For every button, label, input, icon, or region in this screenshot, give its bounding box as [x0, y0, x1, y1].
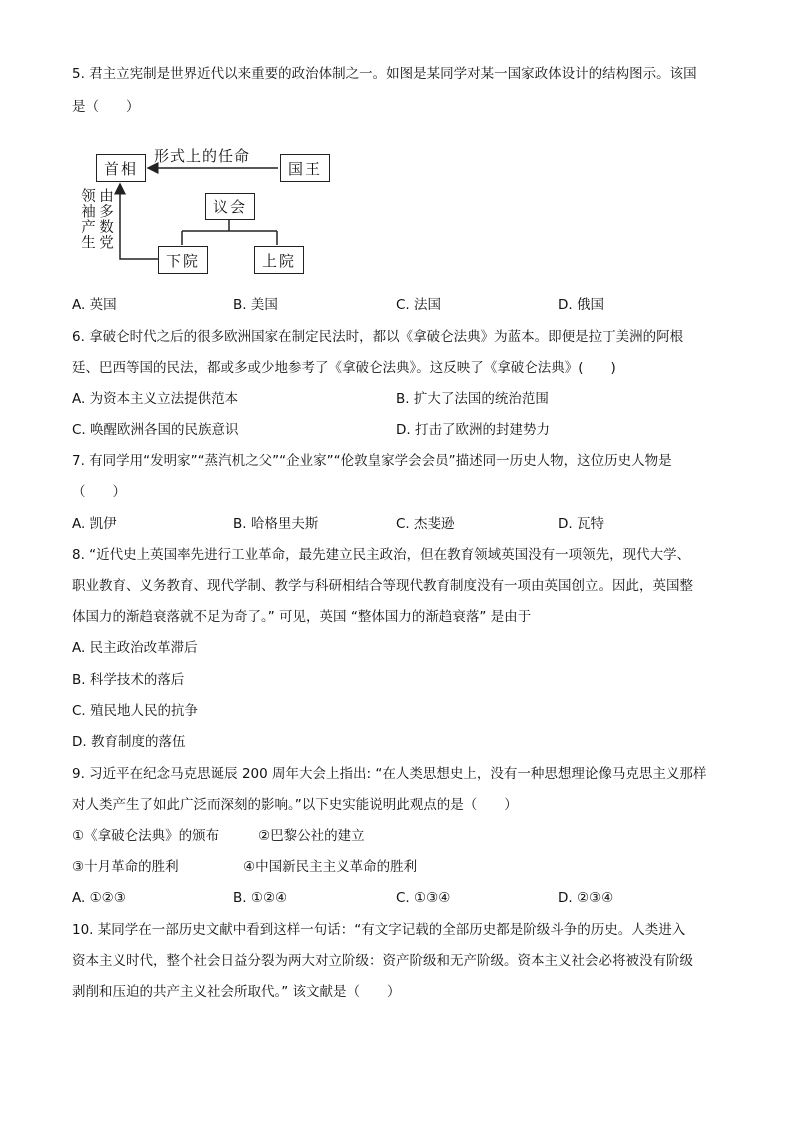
q7-option-b: B. 哈格里夫斯	[233, 516, 319, 532]
q8-option-b: B. 科学技术的落后	[72, 672, 185, 688]
q7-stem-line1: 7. 有同学用“发明家”“蒸汽机之父”“企业家”“伦敦皇家学会会员”描述同一历史人物，这位历史人物是	[72, 453, 672, 469]
q9-option-d: D. ②③④	[558, 890, 614, 906]
q6-option-d: D. 打击了欧洲的封建势力	[396, 422, 550, 438]
q10-stem-line2: 资本主义时代，整个社会日益分裂为两大对立阶级：资产阶级和无产阶级。资本主义社会必将被没有阶级	[72, 953, 693, 969]
vertical-text-col2: 领袖产生	[79, 188, 95, 250]
q5-option-c: C. 法国	[396, 297, 442, 313]
q7-option-a: A. 凯伊	[72, 516, 117, 532]
q9-option-a: A. ①②③	[72, 890, 126, 906]
lower-house-box: 下院	[158, 246, 208, 274]
q7-option-d: D. 瓦特	[558, 516, 604, 532]
q5-option-a: A. 英国	[72, 297, 117, 313]
parliament-box: 议会	[205, 193, 255, 220]
q5-option-b: B. 美国	[233, 297, 278, 313]
q5-stem-line1: 5. 君主立宪制是世界近代以来重要的政治体制之一。如图是某同学对某一国家政体设计的结构图示。该国	[72, 66, 697, 82]
q7-stem-line2: （ ）	[72, 484, 126, 500]
q9-option-b: B. ①②④	[233, 890, 288, 906]
q5-option-d: D. 俄国	[558, 297, 604, 313]
q9-item-4: ④中国新民主主义革命的胜利	[243, 859, 418, 875]
q5-stem-line2: 是（ ）	[72, 99, 140, 115]
q7-option-c: C. 杰斐逊	[396, 516, 455, 532]
q9-stem-line2: 对人类产生了如此广泛而深刻的影响。”以下史实能说明此观点的是（ ）	[72, 797, 518, 813]
q10-stem-line1: 10. 某同学在一部历史文献中看到这样一句话：“有文字记载的全部历史都是阶级斗争的历史。人类进入	[72, 922, 686, 938]
upper-house-box: 上院	[254, 246, 304, 274]
q8-option-d: D. 教育制度的落伍	[72, 734, 186, 750]
q9-item-1: ①《拿破仑法典》的颁布	[72, 828, 220, 844]
q5-structure-diagram	[74, 142, 334, 274]
q8-stem-line2: 职业教育、义务教育、现代学制、教学与科研相结合等现代教育制度没有一项由英国创立。因此，英国整	[72, 578, 693, 594]
q9-item-3: ③十月革命的胜利	[72, 859, 179, 875]
q9-stem-line1: 9. 习近平在纪念马克思诞辰 200 周年大会上指出: “在人类思想史上，没有一种思想理论像马克思主义那样	[72, 766, 707, 782]
king-box: 国王	[280, 154, 330, 182]
majority-party-arrow	[120, 184, 158, 259]
prime-minister-box: 首相	[96, 154, 146, 182]
q9-option-c: C. ①③④	[396, 890, 451, 906]
q10-stem-line3: 剥削和压迫的共产主义社会所取代。” 该文献是（ ）	[72, 984, 401, 1000]
q9-item-2: ②巴黎公社的建立	[258, 828, 365, 844]
q6-option-a: A. 为资本主义立法提供范本	[72, 391, 239, 407]
q6-stem-line2: 廷、巴西等国的民法，都或多或少地参考了《拿破仑法典》。这反映了《拿破仑法典》( )	[72, 360, 616, 376]
q8-option-a: A. 民主政治改革滞后	[72, 640, 198, 656]
vertical-text-col1: 由多数党	[97, 188, 113, 250]
q8-option-c: C. 殖民地人民的抗争	[72, 703, 199, 719]
q6-option-c: C. 唤醒欧洲各国的民族意识	[72, 422, 239, 438]
q6-option-b: B. 扩大了法国的统治范围	[396, 391, 549, 407]
q8-stem-line1: 8. “近代史上英国率先进行工业革命，最先建立民主政治，但在教育领域英国没有一项领先，现代大学、	[72, 547, 691, 563]
q6-stem-line1: 6. 拿破仑时代之后的很多欧洲国家在制定民法时，都以《拿破仑法典》为蓝本。即便是拉丁美洲的阿根	[72, 329, 684, 345]
q8-stem-line3: 体国力的渐趋衰落就不足为奇了。” 可见，英国 “整体国力的渐趋衰落” 是由于	[72, 609, 532, 625]
appointment-label: 形式上的任命	[154, 147, 251, 165]
